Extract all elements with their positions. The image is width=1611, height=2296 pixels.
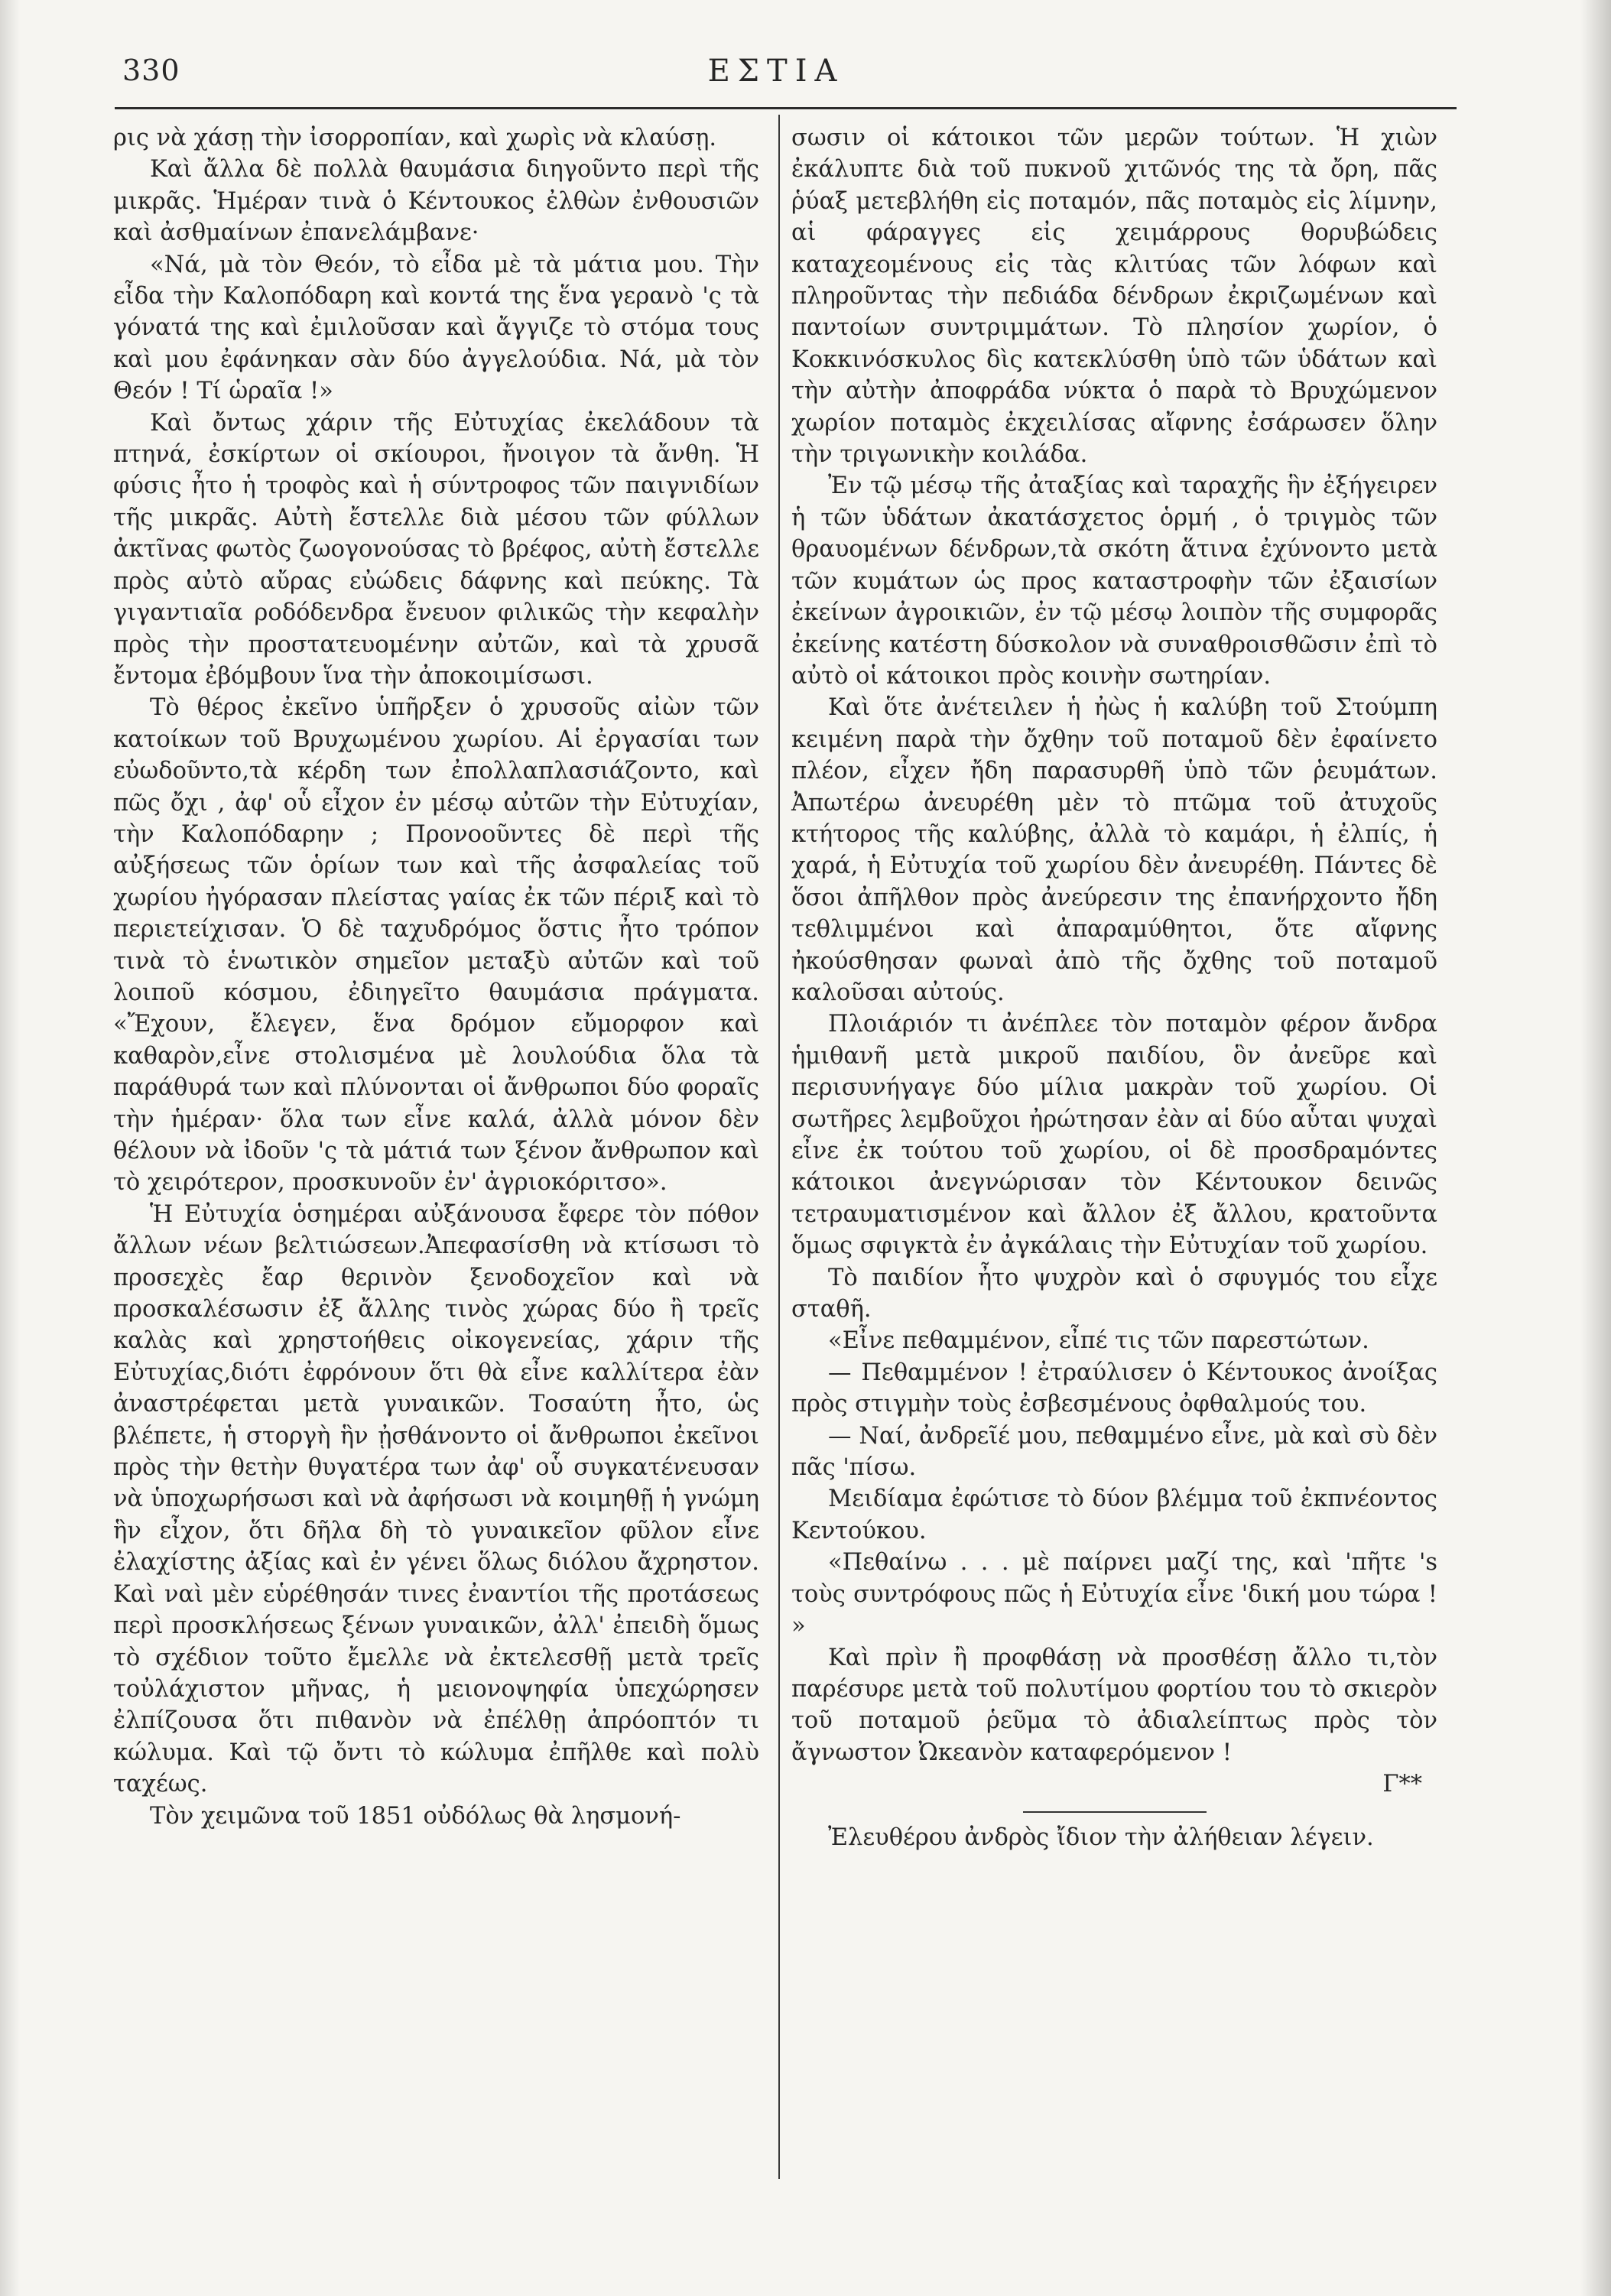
paragraph: Καὶ πρὶν ἢ προφθάσῃ νὰ προσθέσῃ ἄλλο τι,τὸν παρέσυρε μετὰ τοῦ πολυτίμου φορτίου του τὸ σκιερὸν τοῦ ποταμοῦ ῥεῦμα τὸ ἀδιαλείπτως πρὸς τὸν ἄγνωστον Ὠκεανὸν καταφερόμενον ! <box>791 1644 1437 1766</box>
section-rule <box>1023 1811 1207 1813</box>
paragraph: Τὸ παιδίον ἦτο ψυχρὸν καὶ ὁ σφυγμός του εἶχε σταθῆ. <box>791 1264 1437 1323</box>
page-edge-shadow-left <box>0 0 20 2296</box>
page-number: 330 <box>122 54 180 87</box>
paragraph: «Νά, μὰ τὸν Θεόν, τὸ εἶδα μὲ τὰ μάτια μου. Τὴν εἶδα τὴν Καλοπόδαρη καὶ κοντά της ἕνα γερανὸ 'ς τὰ γόνατά της καὶ ἐμιλοῦσαν καὶ ἄγγιζε τὸ στόμα τους καὶ μου ἐφάνηκαν σὰν δύο ἀγγελούδια. Νά, μὰ τὸν Θεόν ! Τί ὡραῖα !» <box>113 251 759 405</box>
header-rule <box>115 107 1457 109</box>
page-header <box>122 54 1430 99</box>
paragraph: σωσιν οἱ κάτοικοι τῶν μερῶν τούτων. Ἡ χιὼν ἐκάλυπτε διὰ τοῦ πυκνοῦ χιτῶνός της τὰ ὄρη, πᾶς ῥύαξ μετεβλήθη εἰς ποταμόν, πᾶς ποταμὸς εἰς λίμνην, αἱ φάραγγες εἰς χειμάρρους θορυβώδεις καταχεομένους εἰς τὰς κλιτύας τῶν λόφων καὶ πληροῦντας τὴν πεδιάδα δένδρων ἐκριζωμένων καὶ παντοίων συντριμμάτων. Τὸ πλησίον χωρίον, ὁ Κοκκινόσκυλος δὶς κατεκλύσθη ὑπὸ τῶν ὑδάτων καὶ τὴν αὐτὴν ἀποφράδα νύκτα ὁ παρὰ τὸ Βρυχώμενον χωρίον ποταμὸς ἐκχειλίσας αἴφνης ἐσάρωσεν ὅλην τὴν τριγωνικὴν κοιλάδα. <box>791 125 1437 469</box>
dialogue-line: «Εἶνε πεθαμμένον, εἶπέ τις τῶν παρεστώτων. <box>828 1327 1369 1355</box>
paragraph: Ἐν τῷ μέσῳ τῆς ἀταξίας καὶ ταραχῆς ἣν ἐξήγειρεν ἡ τῶν ὑδάτων ἀκατάσχετος ὁρμή , ὁ τριγμὸς τῶν θραυομένων δένδρων,τὰ σκότη ἅτινα ἐχύνοντο μετὰ τῶν κυμάτων ὡς προς καταστροφὴν τῶν ἐξαισίων ἐκείνων ἀγροικιῶν, ἐν τῷ μέσῳ λοιπὸν τῆς συμφορᾶς ἐκείνης κατέστη δύσκολον νὰ συναθροισθῶσιν ἐπὶ τὸ αὐτὸ οἱ κάτοικοι πρὸς κοινὴν σωτηρίαν. <box>791 473 1437 690</box>
page-edge-shadow-right <box>1580 0 1611 2296</box>
paragraph: Τὸν χειμῶνα τοῦ 1851 οὐδόλως θὰ λησμονή- <box>150 1802 681 1830</box>
left-column <box>113 122 759 1832</box>
paragraph: Ἡ Εὐτυχία ὁσημέραι αὐξάνουσα ἔφερε τὸν πόθον ἄλλων νέων βελτιώσεων.Ἀπεφασίσθη νὰ κτίσωσι τὸ προσεχὲς ἔαρ θερινὸν ξενοδοχεῖον καὶ νὰ προσκαλέσωσιν ἐξ ἄλλης τινὸς χώρας δύο ἢ τρεῖς καλὰς καὶ χρηστοήθεις οἰκογενείας, χάριν τῆς Εὐτυχίας,διότι ἐφρόνουν ὅτι θὰ εἶνε καλλίτερα ἐὰν ἀναστρέφεται μετὰ γυναικῶν. Τοσαύτη ἦτο, ὡς βλέπετε, ἡ στοργὴ ἣν ᾐσθάνοντο οἱ ἄνθρωποι ἐκεῖνοι πρὸς τὴν θετὴν θυγατέρα των ἀφ' οὗ συγκατένευσαν νὰ ὑποχωρήσωσι καὶ νὰ ἀφήσωσι νὰ κοιμηθῇ ἡ γνώμη ἣν εἶχον, ὅτι δῆλα δὴ τὸ γυναικεῖον φῦλον εἶνε ἐλαχίστης ἀξίας καὶ ἐν γένει ὅλως διόλου ἄχρηστον. Καὶ ναὶ μὲν εὑρέθησάν τινες ἐναντίοι τῆς προτάσεως περὶ προσκλήσεως ξένων γυναικῶν, ἀλλ' ἐπειδὴ ὅμως τὸ σχέδιον τοῦτο ἔμελλε νὰ ἐκτελεσθῇ μετὰ τρεῖς τοὐλάχιστον μῆνας, ἡ μειονοψηφία ὑπεχώρησεν ἐλπίζουσα ὅτι πιθανὸν νὰ ἐπέλθῃ ἀπρόοπτόν τι κώλυμα. Καὶ τῷ ὄντι τὸ κώλυμα ἐπῆλθε καὶ πολὺ ταχέως. <box>113 1200 759 1798</box>
right-column <box>791 122 1437 1853</box>
dialogue-line: — Πεθαμμένον ! ἐτραύλισεν ὁ Κέντουκος ἀνοίξας πρὸς στιγμὴν τοὺς ἐσβεσμένους ὀφθαλμούς του. <box>791 1359 1437 1418</box>
paragraph: Καὶ ἄλλα δὲ πολλὰ θαυμάσια διηγοῦντο περὶ τῆς μικρᾶς. Ἡμέραν τινὰ ὁ Κέντουκος ἐλθὼν ἐνθουσιῶν καὶ ἀσθμαίνων ἐπανελάμβανε· <box>113 156 759 247</box>
paragraph: ρις νὰ χάσῃ τὴν ἰσορροπίαν, καὶ χωρὶς νὰ κλαύσῃ. <box>113 125 717 151</box>
paragraph: Καὶ ὄντως χάριν τῆς Εὐτυχίας ἐκελάδουν τὰ πτηνά, ἐσκίρτων οἱ σκίουροι, ἤνοιγον τὰ ἄνθη. Ἡ φύσις ἦτο ἡ τροφὸς καὶ ἡ σύντροφος τῶν παιγνιδίων τῆς μικρᾶς. Αὐτὴ ἔστελλε διὰ μέσου τῶν φύλλων ἀκτῖνας φωτὸς ζωογονούσας τὸ βρέφος, αὐτὴ ἔστελλε πρὸς αὐτὸ αὔρας εὐώδεις δάφνης καὶ πεύκης. Τὰ γιγαντιαῖα ροδόδενδρα ἔνευον φιλικῶς τὴν κεφαλὴν πρὸς τὴν προστατευομένην αὐτῶν, καὶ τὰ χρυσᾶ ἔντομα ἐβόμβουν ἵνα τὴν ἀποκοιμίσωσι. <box>113 409 759 690</box>
column-divider <box>778 115 780 2179</box>
paragraph: Τὸ θέρος ἐκεῖνο ὑπῆρξεν ὁ χρυσοῦς αἰὼν τῶν κατοίκων τοῦ Βρυχωμένου χωρίου. Αἱ ἐργασίαι των εὐωδοῦντο,τὰ κέρδη των ἐπολλαπλασιάζοντο, καὶ πῶς ὄχι , ἀφ' οὗ εἶχον ἐν μέσῳ αὐτῶν τὴν Εὐτυχίαν, τὴν Καλοπόδαρην ; Προνοοῦντες δὲ περὶ τῆς αὐξήσεως τῶν ὁρίων των καὶ τῆς ἀσφαλείας τοῦ χωρίου ἠγόρασαν πλείστας γαίας ἐκ τῶν πέριξ καὶ τὸ περιετείχισαν. Ὁ δὲ ταχυδρόμος ὅστις ἦτο τρόπον τινὰ τὸ ἑνωτικὸν σημεῖον μεταξὺ αὐτῶν καὶ τοῦ λοιποῦ κόσμου, ἐδιηγεῖτο θαυμάσια πράγματα. «Ἔχουν, ἔλεγεν, ἕνα δρόμον εὔμορφον καὶ καθαρὸν,εἶνε στολισμένα μὲ λουλούδια ὅλα τὰ παράθυρά των καὶ πλύνονται οἱ ἄνθρωποι δύο φοραῖς τὴν ἡμέραν· ὅλα των εἶνε καλά, ἀλλὰ μόνον δὲν θέλουν νὰ ἰδοῦν 'ς τὰ μάτιά των ξένον ἄνθρωπον καὶ τὸ χειρότερον, προσκυνοῦν ἐν' ἀγριοκόριτσο». <box>113 694 759 1197</box>
dialogue-line: — Ναί, ἀνδρεῖέ μου, πεθαμμένο εἶνε, μὰ καὶ σὺ δὲν πᾶς 'πίσω. <box>791 1422 1437 1482</box>
dialogue-line: «Πεθαίνω . . . μὲ παίρνει μαζί της, καὶ 'πῆτε 's τοὺς συντρόφους πῶς ἡ Εὐτυχία εἶνε 'δική μου τώρα ! » <box>791 1549 1437 1640</box>
paragraph: Καὶ ὅτε ἀνέτειλεν ἡ ἠὼς ἡ καλύβη τοῦ Στούμπη κειμένη παρὰ τὴν ὄχθην τοῦ ποταμοῦ δὲν ἐφαίνετο πλέον, εἶχεν ἤδη παρασυρθῆ ὑπὸ τῶν ῥευμάτων. Ἀπωτέρω ἀνευρέθη μὲν τὸ πτῶμα τοῦ ἀτυχοῦς κτήτορος τῆς καλύβης, ἀλλὰ τὸ καμάρι, ἡ ἐλπίς, ἡ χαρά, ἡ Εὐτυχία τοῦ χωρίου δὲν ἀνευρέθη. Πάντες δὲ ὅσοι ἀπῆλθον πρὸς ἀνεύρεσιν της ἐπανήρχοντο ἤδη τεθλιμμένοι καὶ ἀπαραμύθητοι, ὅτε αἴφνης ἠκούσθησαν φωναὶ ἀπὸ τῆς ὄχθης τοῦ ποταμοῦ καλοῦσαι αὐτούς. <box>791 694 1437 1006</box>
author-signature: Γ** <box>1382 1771 1422 1798</box>
epigraph: Ἐλευθέρου ἀνδρὸς ἴδιον τὴν ἀλήθειαν λέγειν. <box>828 1823 1374 1851</box>
paragraph: Μειδίαμα ἐφώτισε τὸ δύον βλέμμα τοῦ ἐκπνέοντος Κεντούκου. <box>791 1486 1437 1544</box>
journal-title: ΕΣΤΙΑ <box>707 54 845 89</box>
paragraph: Πλοιάριόν τι ἀνέπλεε τὸν ποταμὸν φέρον ἄνδρα ἡμιθανῆ μετὰ μικροῦ παιδίου, ὃν ἀνεῦρε καὶ περισυνήγαγε δύο μίλια μακρὰν τοῦ χωρίου. Οἱ σωτῆρες λεμβοῦχοι ἠρώτησαν ἐὰν αἱ δύο αὗται ψυχαὶ εἶνε ἐκ τούτου τοῦ χωρίου, οἱ δὲ προσδραμόντες κάτοικοι ἀνεγνώρισαν τὸν Κέντουκον δεινῶς τετραυματισμένον καὶ ἄλλον ἐξ ἄλλου, κρατοῦντα ὅμως σφιγκτὰ ἐν ἀγκάλαις τὴν Εὐτυχίαν τοῦ χωρίου. <box>791 1011 1437 1260</box>
